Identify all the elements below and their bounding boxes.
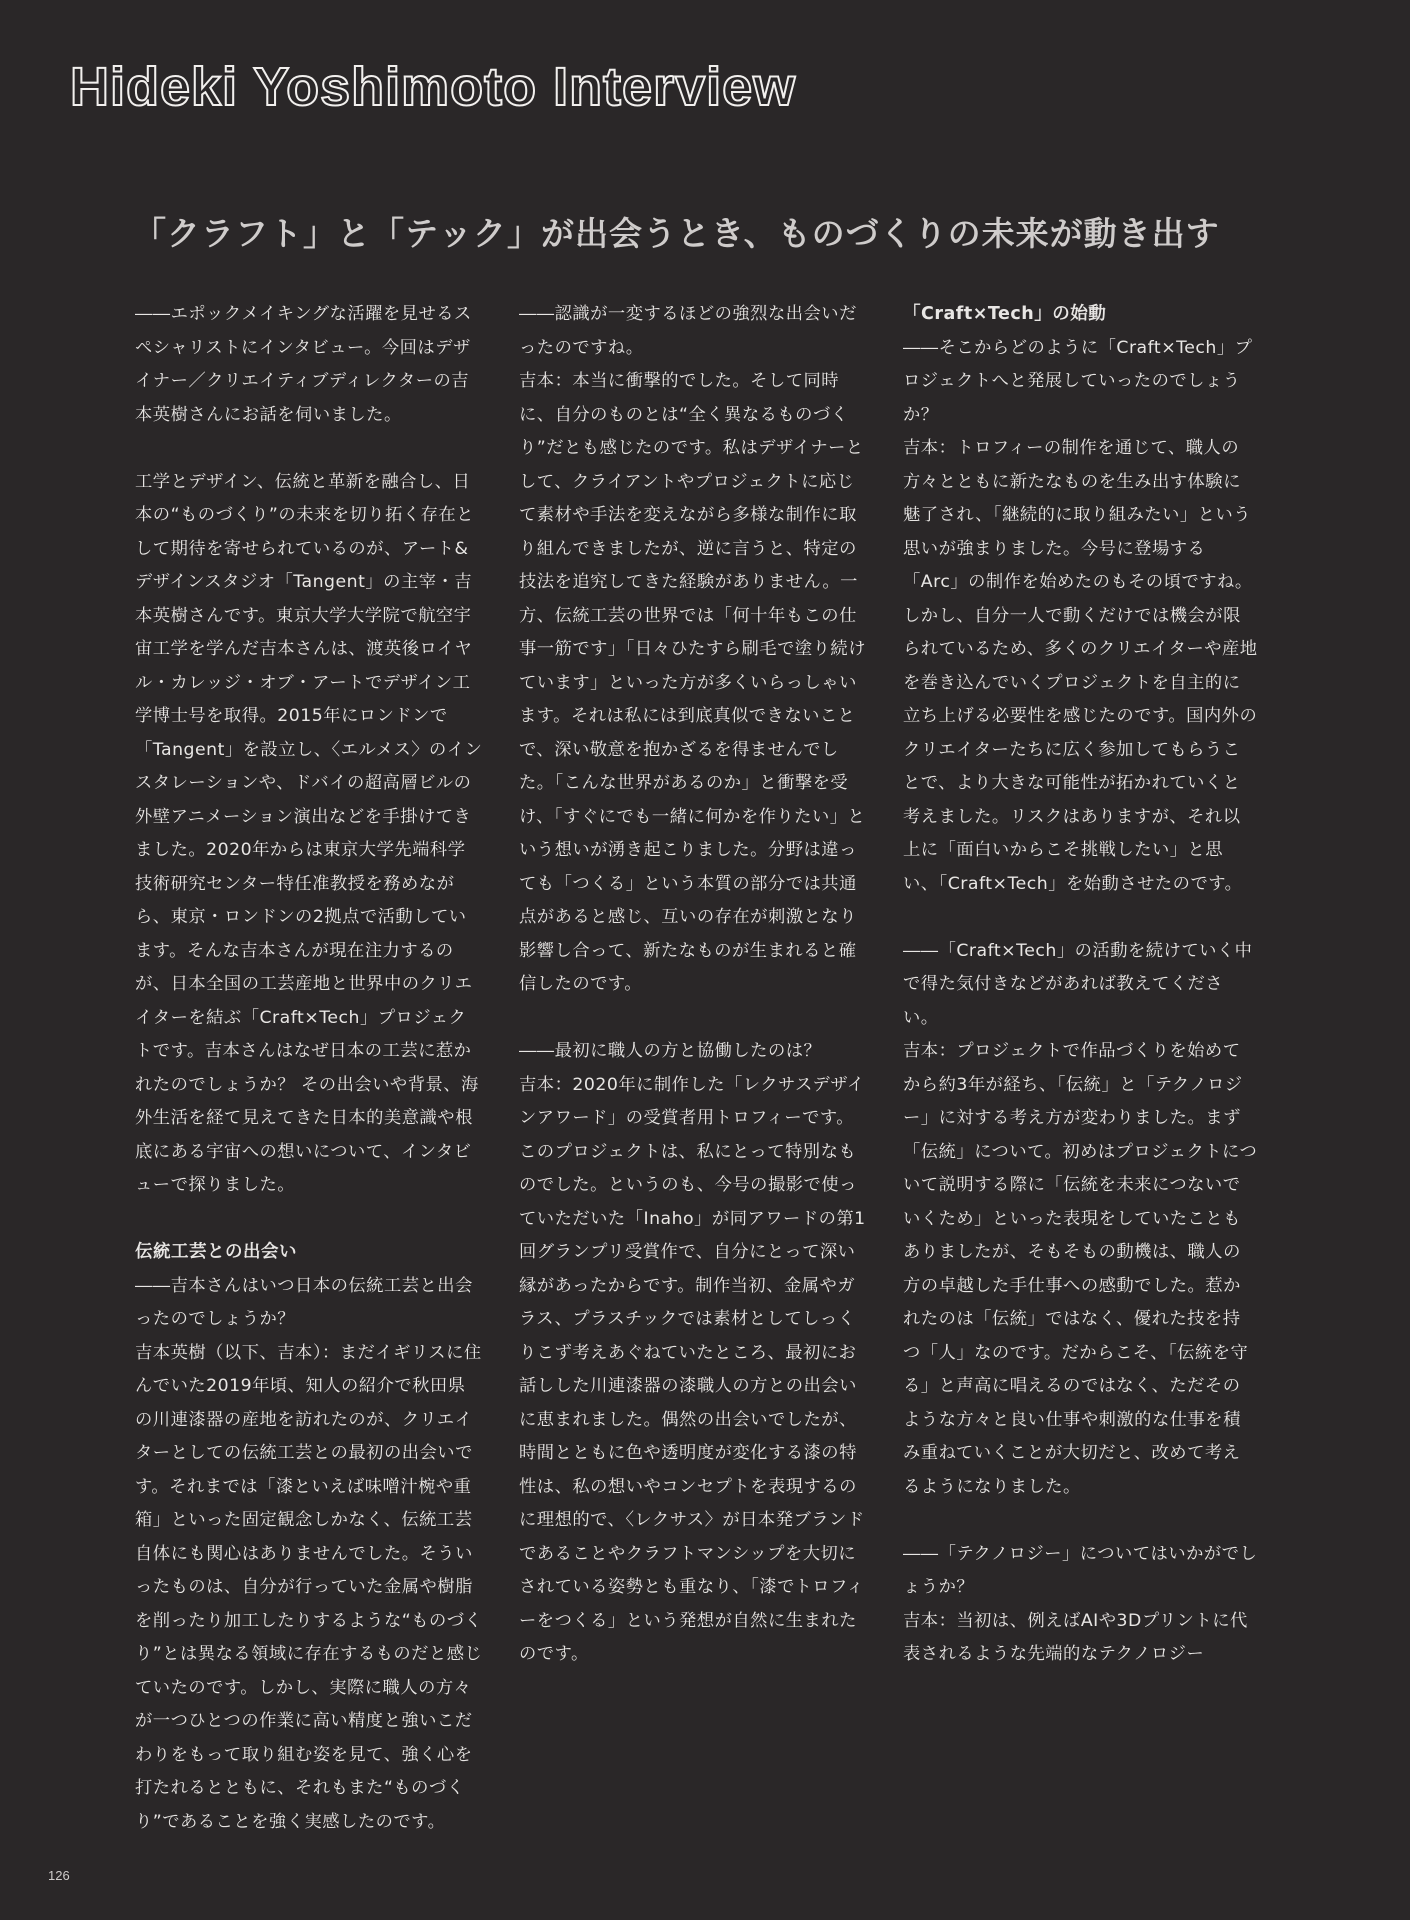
section-heading-tradition: 伝統工芸との出会い <box>135 1242 297 1262</box>
page-title: Hideki Yoshimoto Interview <box>70 57 797 117</box>
answer-6: 吉本：当初は、例えばAIや3Dプリントに代表されるような先端的なテクノロジー <box>903 1610 1248 1664</box>
question-1: ――吉本さんはいつ日本の伝統工芸と出会ったのでしょうか？ <box>135 1275 473 1329</box>
question-3: ――最初に職人の方と協働したのは？ <box>519 1041 822 1061</box>
page-number: 126 <box>48 1868 70 1883</box>
question-6: ――「テクノロジー」についてはいかがでしょうか？ <box>903 1543 1258 1597</box>
section-heading-craft-tech: 「Craft×Tech」の始動 <box>903 304 1107 324</box>
answer-4: 吉本：トロフィーの制作を通じて、職人の方々とともに新たなものを生み出す体験に魅了され、「継続的に取り組みたい」という思いが強まりました。今号に登場する「Arc」の制作を始めたのもその頃ですね。しかし、自分一人で動くだけでは機会が限られているため、多くのクリエイターや産地を巻き込んでいくプロジェクトを自主的に立ち上げる必要性を感じたのです。国内外のクリエイターたちに広く参加してもらうことで、より大きな可能性が拓かれていくと考えました。リスクはありますが、それ以上に「面白いからこそ挑戦したい」と思い、「Craft×Tech」を始動させたのです。 <box>903 438 1258 894</box>
column-1 <box>135 298 483 1873</box>
column-2 <box>519 298 867 1705</box>
answer-2: 吉本：本当に衝撃的でした。そして同時に、自分のものとは“全く異なるものづくり”だとも感じたのです。私はデザイナーとして、クライアントやプロジェクトに応じて素材や手法を変えながら多様な制作に取り組んできましたが、逆に言うと、特定の技法を追究してきた経験がありません。一方、伝統工芸の世界では「何十年もこの仕事一筋です」「日々ひたすら刷毛で塗り続けています」といった方が多くいらっしゃいます。それは私には到底真似できないことで、深い敬意を抱かざるを得ませんでした。「こんな世界があるのか」と衝撃を受け、「すぐにでも一緒に何かを作りたい」という想いが湧き起こりました。分野は違っても「つくる」という本質の部分では共通点があると感じ、互いの存在が刺激となり影響し合って、新たなものが生まれると確信したのです。 <box>519 371 866 994</box>
question-5: ――「Craft×Tech」の活動を続けていく中で得た気付きなどがあれば教えてください。 <box>903 940 1253 1028</box>
intro-body: 工学とデザイン、伝統と革新を融合し、日本の“ものづくり”の未来を切り拓く存在として期待を寄せられているのが、アート&デザインスタジオ「Tangent」の主宰・吉本英樹さんです。東京大学大学院で航空宇宙工学を学んだ吉本さんは、渡英後ロイヤル・カレッジ・オブ・アートでデザイン工学博士号を取得。2015年にロンドンで「Tangent」を設立し、〈エルメス〉のインスタレーションや、ドバイの超高層ビルの外壁アニメーション演出などを手掛けてきました。2020年からは東京大学先端科学技術研究センター特任准教授を務めながら、東京・ロンドンの2拠点で活動しています。そんな吉本さんが現在注力するのが、日本全国の工芸産地と世界中のクリエイターを結ぶ「Craft×Tech」プロジェクトです。吉本さんはなぜ日本の工芸に惹かれたのでしょうか？ その出会いや背景、海外生活を経て見えてきた日本的美意識や根底にある宇宙への想いについて、インタビューで探りました。 <box>135 471 483 1195</box>
answer-1: 吉本英樹（以下、吉本）：まだイギリスに住んでいた2019年頃、知人の紹介で秋田県の川連漆器の産地を訪れたのが、クリエイターとしての伝統工芸との最初の出会いです。それまでは「漆といえば味噌汁椀や重箱」といった固定観念しかなく、伝統工芸自体にも関心はありませんでした。そういったものは、自分が行っていた金属や樹脂を削ったり加工したりするような“ものづくり”とは異なる領域に存在するものだと感じていたのです。しかし、実際に職人の方々が一つひとつの作業に高い精度と強いこだわりをもって取り組む姿を見て、強く心を打たれるとともに、それもまた“ものづくり”であることを強く実感したのです。 <box>135 1342 483 1832</box>
article-headline: 「クラフト」と「テック」が出会うとき、ものづくりの未来が動き出す <box>133 214 1220 253</box>
question-4: ――そこからどのように「Craft×Tech」プロジェクトへと発展していったのでしょうか？ <box>903 337 1253 425</box>
answer-5: 吉本：プロジェクトで作品づくりを始めてから約3年が経ち、「伝統」と「テクノロジー」に対する考え方が変わりました。まず「伝統」について。初めはプロジェクトについて説明する際に「伝統を未来につないでいくため」といった表現をしていたこともありましたが、そもそもの動機は、職人の方の卓越した手仕事への感動でした。惹かれたのは「伝統」ではなく、優れた技を持つ「人」なのです。だからこそ、「伝統を守る」と声高に唱えるのではなく、ただそのような方々と良い仕事や刺激的な仕事を積み重ねていくことが大切だと、改めて考えるようになりました。 <box>903 1041 1258 1497</box>
column-3 <box>903 298 1258 1705</box>
answer-3: 吉本：2020年に制作した「レクサスデザインアワード」の受賞者用トロフィーです。このプロジェクトは、私にとって特別なものでした。というのも、今号の撮影で使っていただいた「Inaho」が同アワードの第1回グランプリ受賞作で、自分にとって深い縁があったからです。制作当初、金属やガラス、プラスチックでは素材としてしっくりこず考えあぐねていたところ、最初にお話しした川連漆器の漆職人の方との出会いに恵まれました。偶然の出会いでしたが、時間とともに色や透明度が変化する漆の特性は、私の想いやコンセプトを表現するのに理想的で、〈レクサス〉が日本発ブランドであることやクラフトマンシップを大切にされている姿勢とも重なり、「漆でトロフィーをつくる」という発想が自然に生まれたのです。 <box>519 1074 866 1664</box>
intro-lead: ――エポックメイキングな活躍を見せるスペシャリストにインタビュー。今回はデザイナー／クリエイティブディレクターの吉本英樹さんにお話を伺いました。 <box>135 304 472 425</box>
question-2: ――認識が一変するほどの強烈な出会いだったのですね。 <box>519 304 857 358</box>
